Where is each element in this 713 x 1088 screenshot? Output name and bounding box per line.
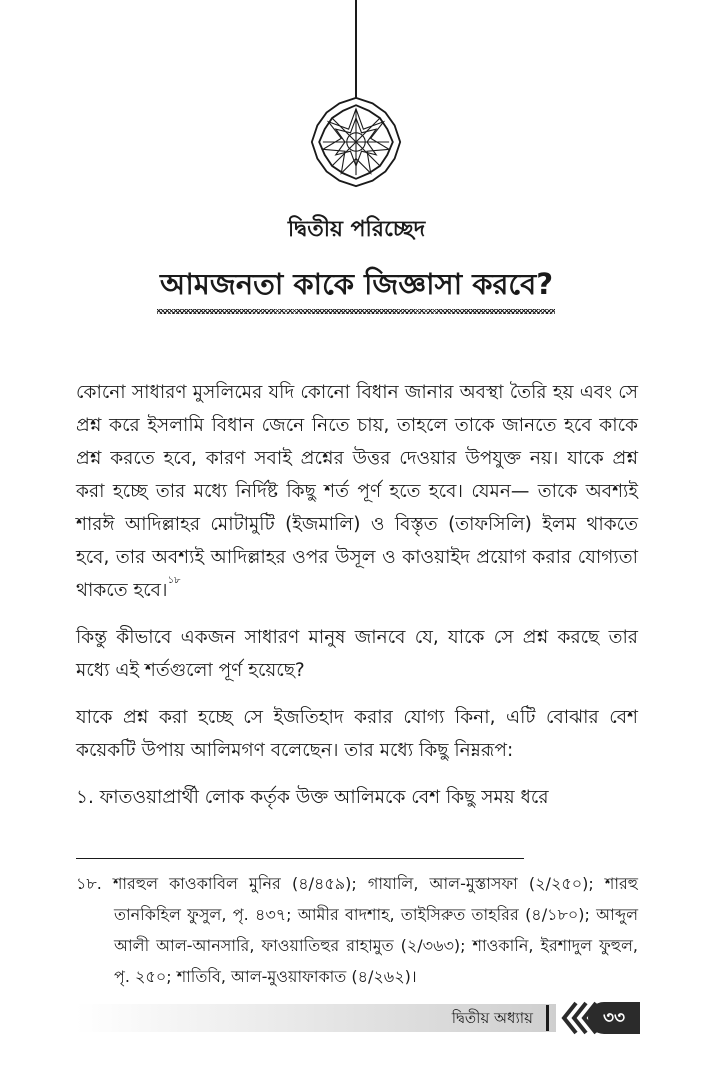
page-title: আমজনতা কাকে জিজ্ঞাসা করবে? [159, 267, 554, 301]
footnote-divider [76, 858, 524, 859]
footer-section-label: দ্বিতীয় অধ্যায় [451, 1009, 533, 1027]
paragraph [76, 376, 638, 607]
page-number: ৩৩ [588, 1002, 640, 1034]
footnote-ref: ১৮ [167, 575, 181, 586]
chapter-label: দ্বিতীয় পরিচ্ছেদ [287, 217, 426, 242]
paragraph: কিন্তু কীভাবে একজন সাধারণ মানুষ জানবে যে, যাকে সে প্রশ্ন করছে তার মধ্যে এই শর্তগুলো পূর্ণ হয়েছে? [76, 627, 638, 681]
body-text [76, 376, 638, 814]
list-item: ১. ফাতওয়াপ্রার্থী লোক কর্তৃক উক্ত আলিমকে বেশ কিছু সময় ধরে [76, 787, 549, 808]
footnote: ১৮. শারহুল কাওকাবিল মুনির (৪/৪৫৯); গাযালি, আল-মুস্তাসফা (২/২৫০); শারহু তানকিহিল ফুসুল, পৃ. ৪৩৭; আমীর বাদশাহ, তাইসিরুত তাহরির (৪/১৮০); আব্দুল আলী আল-আনসারি, ফাওয়াতিহুর রাহামুত (২/৩৬৩); শাওকানি, ইরশাদুল ফুহুল, পৃ. ২৫০; শাতিবি, আল-মুওয়াফাকাত (৪/২৬২)। [76, 874, 638, 986]
footer-separator [546, 1005, 549, 1031]
paragraph-text: কোনো সাধারণ মুসলিমের যদি কোনো বিধান জানার অবস্থা তৈরি হয় এবং সে প্রশ্ন করে ইসলামি বিধান জেনে নিতে চায়, তাহলে তাকে জানতে হবে কাকে প্রশ্ন করতে হবে, কারণ সবাই প্রশ্নের উত্তর দেওয়ার উপযুক্ত নয়। যাকে প্রশ্ন করা হচ্ছে তার মধ্যে নির্দিষ্ট কিছু শর্ত পূর্ণ হতে হবে। যেমন— তাকে অবশ্যই শারঈ আদিল্লাহর মোটামুটি (ইজমালি) ও বিস্তৃত (তাফসিলি) ইলম থাকতে হবে, তার অবশ্যই আদিল্লাহর ওপর উসূল ও কাওয়াইদ প্রয়োগ করার যোগ্যতা থাকতে হবে। [76, 382, 638, 601]
hanging-line [355, 0, 357, 98]
title-underline [157, 309, 555, 314]
paragraph: যাকে প্রশ্ন করা হচ্ছে সে ইজতিহাদ করার যোগ্য কিনা, এটি বোঝার বেশ কয়েকটি উপায় আলিমগণ বলেছেন। তার মধ্যে কিছু নিম্নরূপ: [76, 707, 638, 761]
geometric-ornament-icon [310, 96, 402, 188]
